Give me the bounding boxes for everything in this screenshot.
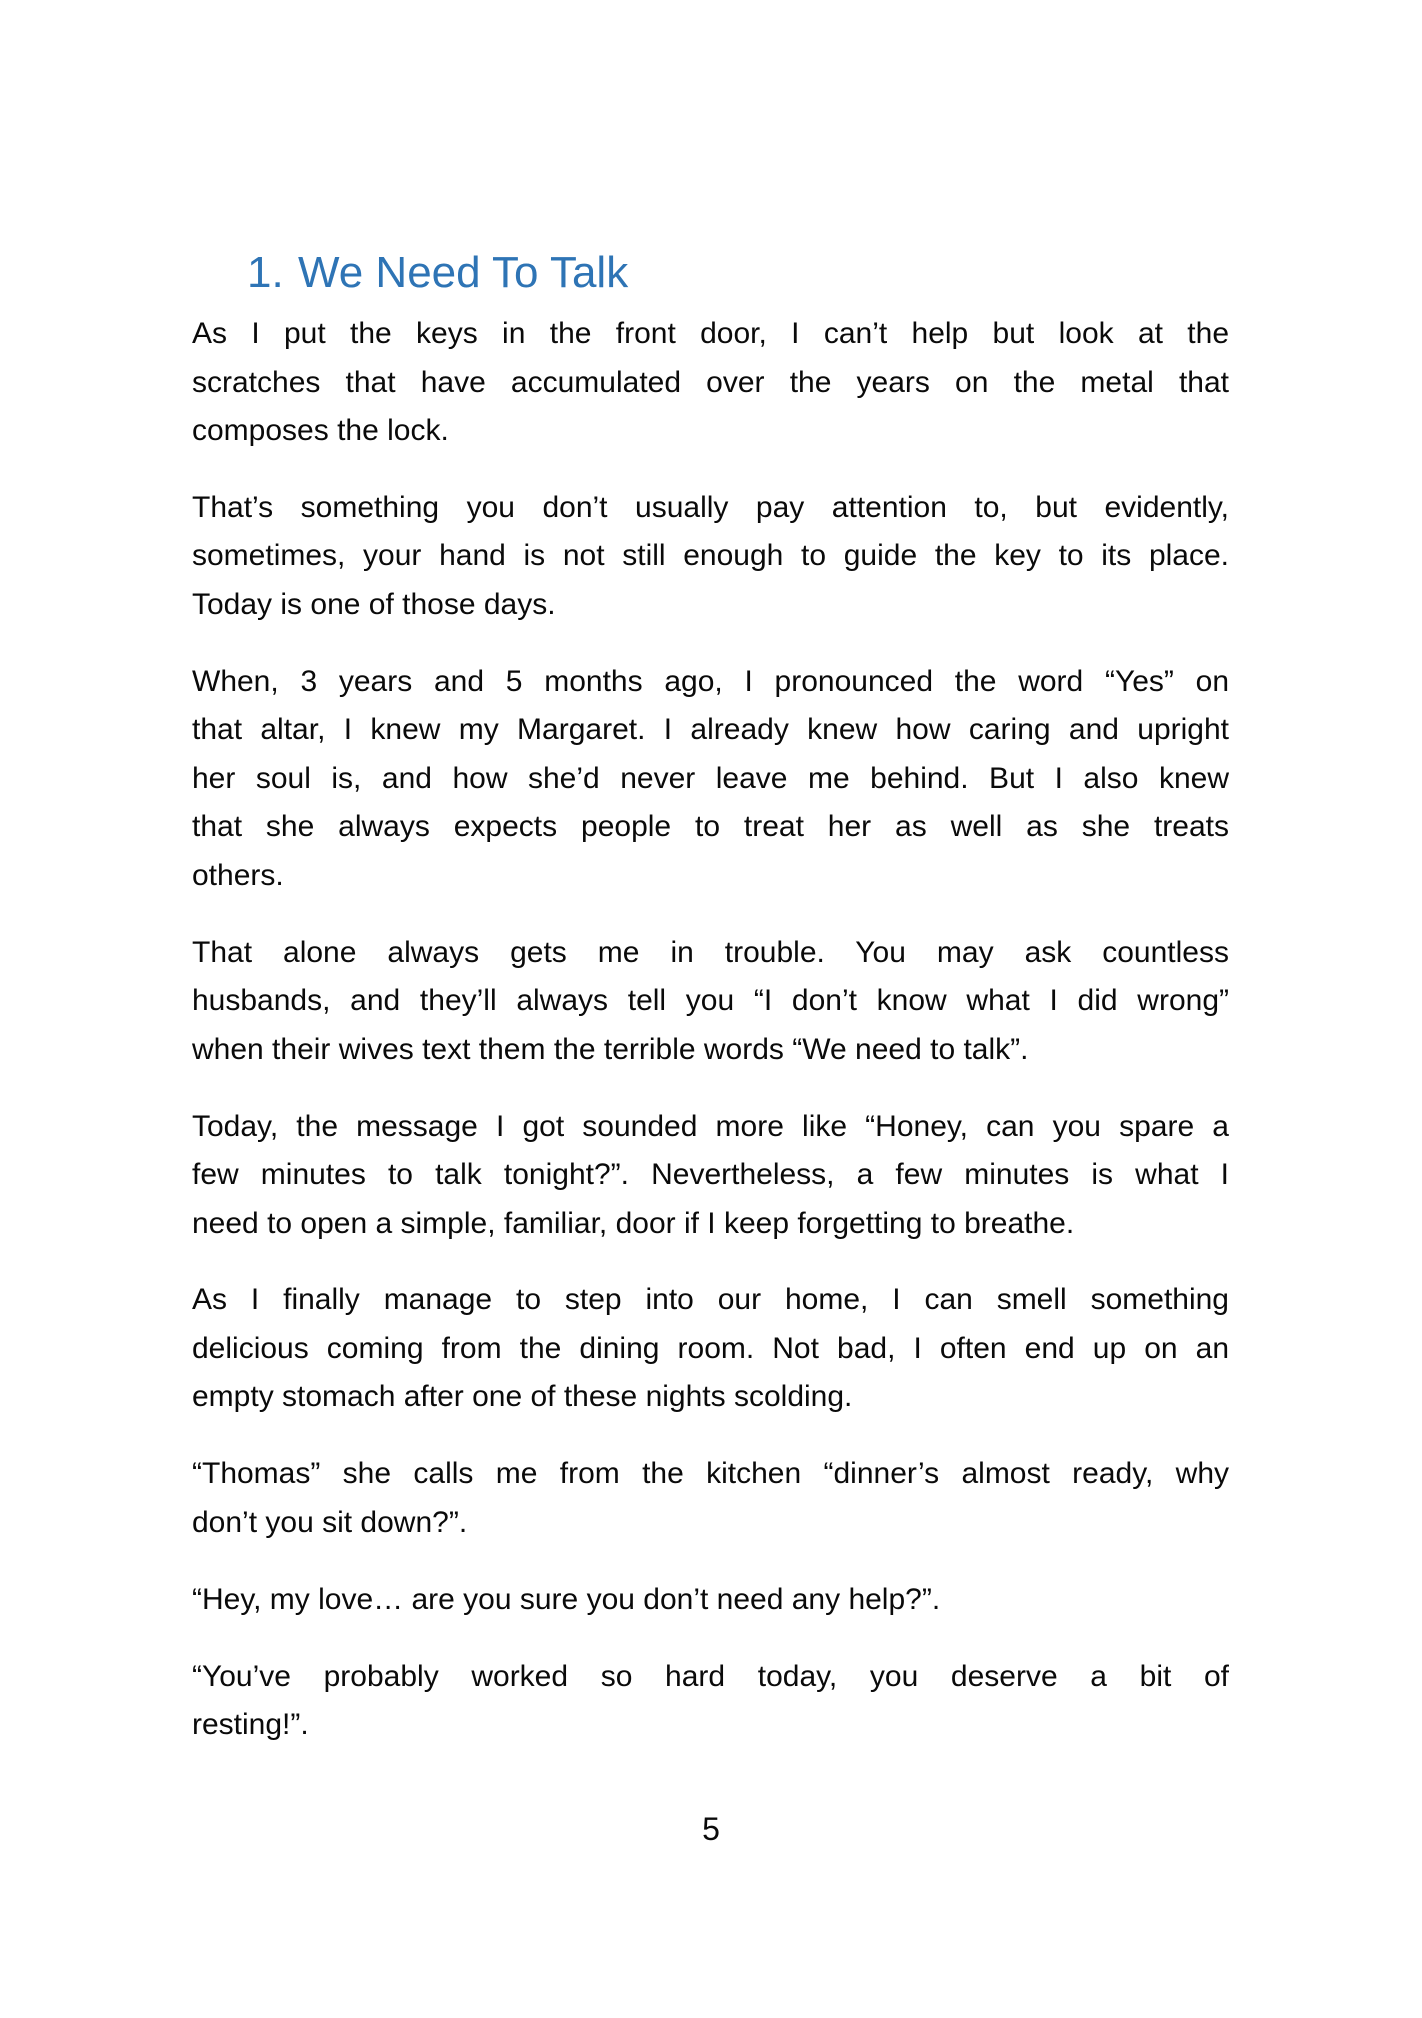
paragraph <box>192 484 1229 630</box>
chapter-title: We Need To Talk <box>298 248 629 297</box>
text-line: “Thomas” she calls me from the kitchen “dinner’s almost ready, why <box>192 1457 1229 1491</box>
text-line: her soul is, and how she’d never leave me behind. But I also knew <box>192 761 1229 795</box>
text-line: that she always expects people to treat her as well as she treats <box>192 810 1229 844</box>
paragraph <box>192 1653 1229 1750</box>
text-line: That’s something you don’t usually pay attention to, but evidently, <box>192 490 1229 524</box>
text-line: As I finally manage to step into our home, I can smell something <box>192 1283 1229 1317</box>
paragraph <box>192 658 1229 901</box>
text-line: empty stomach after one of these nights scolding. <box>192 1380 853 1414</box>
text-line: resting!”. <box>192 1708 309 1742</box>
text-line: Today is one of those days. <box>192 587 556 621</box>
paragraph <box>192 929 1229 1075</box>
text-line: “Hey, my love… are you sure you don’t need any help?”. <box>192 1582 941 1616</box>
text-line: husbands, and they’ll always tell you “I don’t know what I did wrong” <box>192 984 1229 1018</box>
text-line: few minutes to talk tonight?”. Nevertheless, a few minutes is what I <box>192 1158 1229 1192</box>
text-line: composes the lock. <box>192 414 449 447</box>
text-line: When, 3 years and 5 months ago, I pronounced the word “Yes” on <box>192 664 1229 698</box>
text-line: That alone always gets me in trouble. You may ask countless <box>192 935 1229 969</box>
chapter-heading <box>247 248 628 298</box>
paragraph <box>192 310 1229 456</box>
text-line: others. <box>192 858 284 892</box>
page-number: 5 <box>702 1811 720 1847</box>
chapter-number: 1. <box>247 248 284 297</box>
text-line: don’t you sit down?”. <box>192 1505 468 1539</box>
text-line: As I put the keys in the front door, I can’t help but look at the <box>192 317 1229 350</box>
text-line: need to open a simple, familiar, door if I keep forgetting to breathe. <box>192 1206 1075 1240</box>
text-line: delicious coming from the dining room. Not bad, I often end up on an <box>192 1331 1229 1365</box>
chapter-body <box>192 310 1229 1778</box>
text-line: sometimes, your hand is not still enough to guide the key to its place. <box>192 539 1229 573</box>
text-line: when their wives text them the terrible words “We need to talk”. <box>192 1032 1029 1066</box>
text-line: scratches that have accumulated over the years on the metal that <box>192 365 1229 399</box>
text-line: that altar, I knew my Margaret. I already knew how caring and upright <box>192 713 1229 747</box>
paragraph <box>192 1103 1229 1249</box>
text-line: Today, the message I got sounded more like “Honey, can you spare a <box>192 1109 1229 1143</box>
paragraph <box>192 1276 1229 1422</box>
paragraph <box>192 1450 1229 1547</box>
text-line: “You’ve probably worked so hard today, you deserve a bit of <box>192 1659 1229 1693</box>
paragraph <box>192 1576 1229 1625</box>
